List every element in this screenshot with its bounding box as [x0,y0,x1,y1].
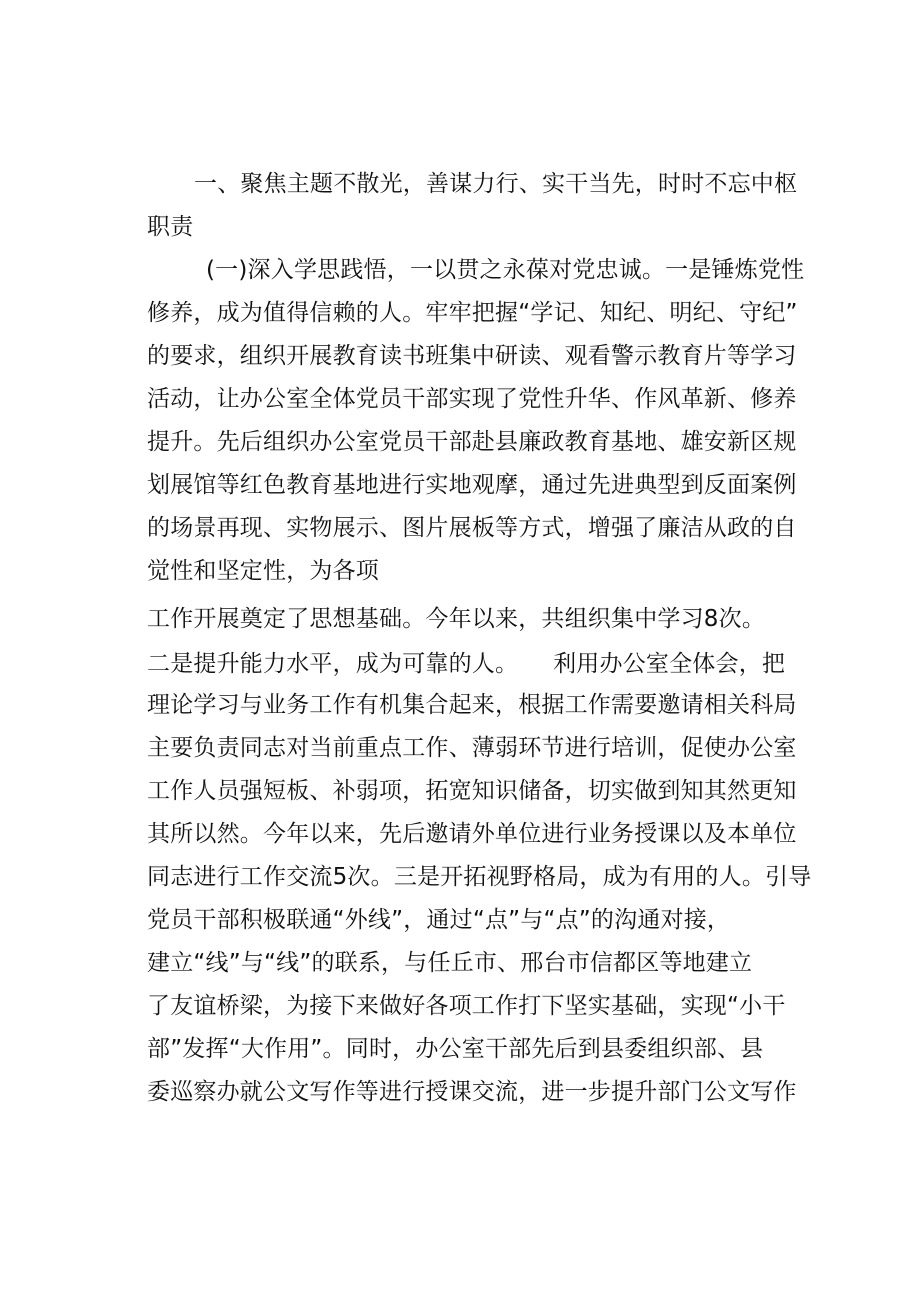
text-line: 的要求，组织开展教育读书班集中研读、观看警示教育片等学习 [147,343,797,369]
text-line: 觉性和坚定性，为各项 [147,558,379,584]
text-line: 党员干部积极联通“外线”，通过“点”与“点”的沟通对接， [147,907,731,933]
heading-line: 职责 [147,214,194,240]
text-line: 部”发挥“大作用”。同时，办公室干部先后到县委组织部、县 [147,1036,764,1062]
text-line: (一)深入学思践悟，一以贯之永葆对党忠诚。一是锤炼党性 [206,257,805,283]
text-line: 二是提升能力水平，成为可靠的人。 利用办公室全体会，把 [147,651,786,677]
text-line: 主要负责同志对当前重点工作、薄弱环节进行培训，促使办公室 [147,735,797,761]
text-line: 了友谊桥梁，为接下来做好各项工作打下坚实基础，实现“小干 [147,993,786,1019]
text-line: 修养，成为值得信赖的人。牢牢把握“学记、知纪、明纪、守纪” [147,300,798,326]
text-line: 划展馆等红色教育基地进行实地观摩，通过先进典型到反面案例 [147,472,797,498]
text-line: 理论学习与业务工作有机集合起来，根据工作需要邀请相关科局 [147,692,797,718]
text-line: 建立“线”与“线”的联系，与任丘市、邢台市信都区等地建立 [147,950,753,976]
text-line: 活动，让办公室全体党员干部实现了党性升华、作风革新、修养 [147,386,797,412]
text-line: 同志进行工作交流5次。三是开拓视野格局，成为有用的人。引导 [147,864,812,890]
text-line: 委巡察办就公文写作等进行授课交流，进一步提升部门公文写作 [147,1079,797,1105]
text-line: 提升。先后组织办公室党员干部赴县廉政教育基地、雄安新区规 [147,429,797,455]
heading-line: 一、聚焦主题不散光，善谋力行、实干当先，时时不忘中枢 [194,171,798,197]
text-line: 的场景再现、实物展示、图片展板等方式，增强了廉洁从政的自 [147,515,797,541]
text-line: 其所以然。今年以来，先后邀请外单位进行业务授课以及本单位 [147,821,797,847]
text-line: 工作开展奠定了思想基础。今年以来，共组织集中学习8次。 [147,606,766,632]
text-line: 工作人员强短板、补弱项，拓宽知识储备，切实做到知其然更知 [147,778,797,804]
